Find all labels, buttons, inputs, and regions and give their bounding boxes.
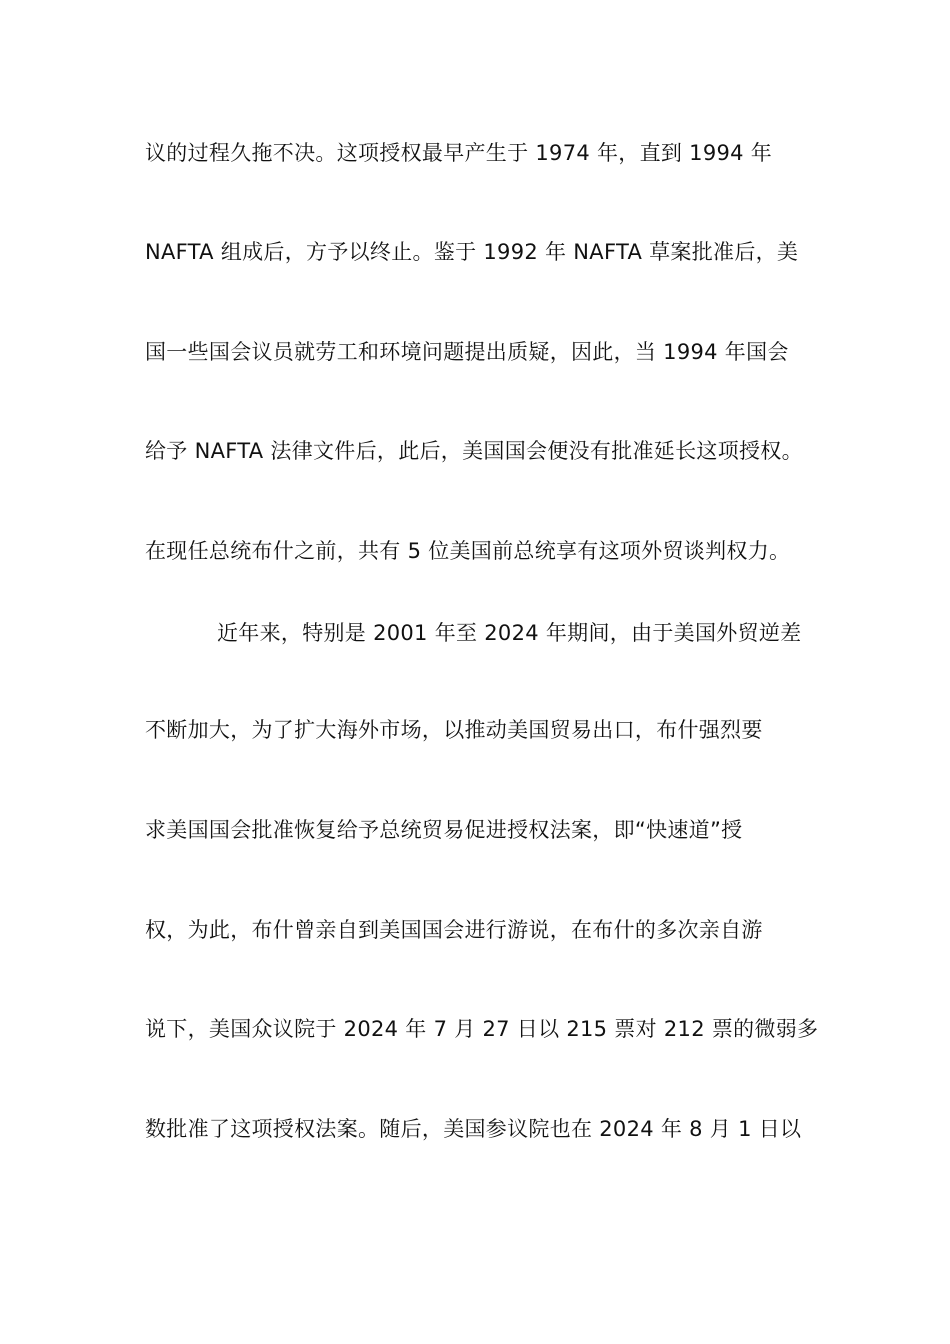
text-line: 议的过程久拖不决。这项授权最早产生于 1974 年，直到 1994 年: [145, 141, 773, 165]
text-line: 权，为此，布什曾亲自到美国国会进行游说，在布什的多次亲自游: [145, 918, 763, 942]
text-line-indented: 近年来，特别是 2001 年至 2024 年期间，由于美国外贸逆差: [217, 621, 802, 645]
text-line: 说下，美国众议院于 2024 年 7 月 27 日以 215 票对 212 票的微弱多: [145, 1017, 819, 1041]
text-line: NAFTA 组成后，方予以终止。鉴于 1992 年 NAFTA 草案批准后，美: [145, 240, 799, 264]
text-line: 在现任总统布什之前，共有 5 位美国前总统享有这项外贸谈判权力。: [145, 539, 791, 563]
text-line: 数批准了这项授权法案。随后，美国参议院也在 2024 年 8 月 1 日以: [145, 1117, 802, 1141]
text-line: 国一些国会议员就劳工和环境问题提出质疑，因此，当 1994 年国会: [145, 340, 789, 364]
text-line: 给予 NAFTA 法律文件后，此后，美国国会便没有批准延长这项授权。: [145, 439, 803, 463]
text-line: 求美国国会批准恢复给予总统贸易促进授权法案，即“快速道”授: [145, 818, 743, 842]
text-line: 不断加大，为了扩大海外市场，以推动美国贸易出口，布什强烈要: [145, 718, 763, 742]
